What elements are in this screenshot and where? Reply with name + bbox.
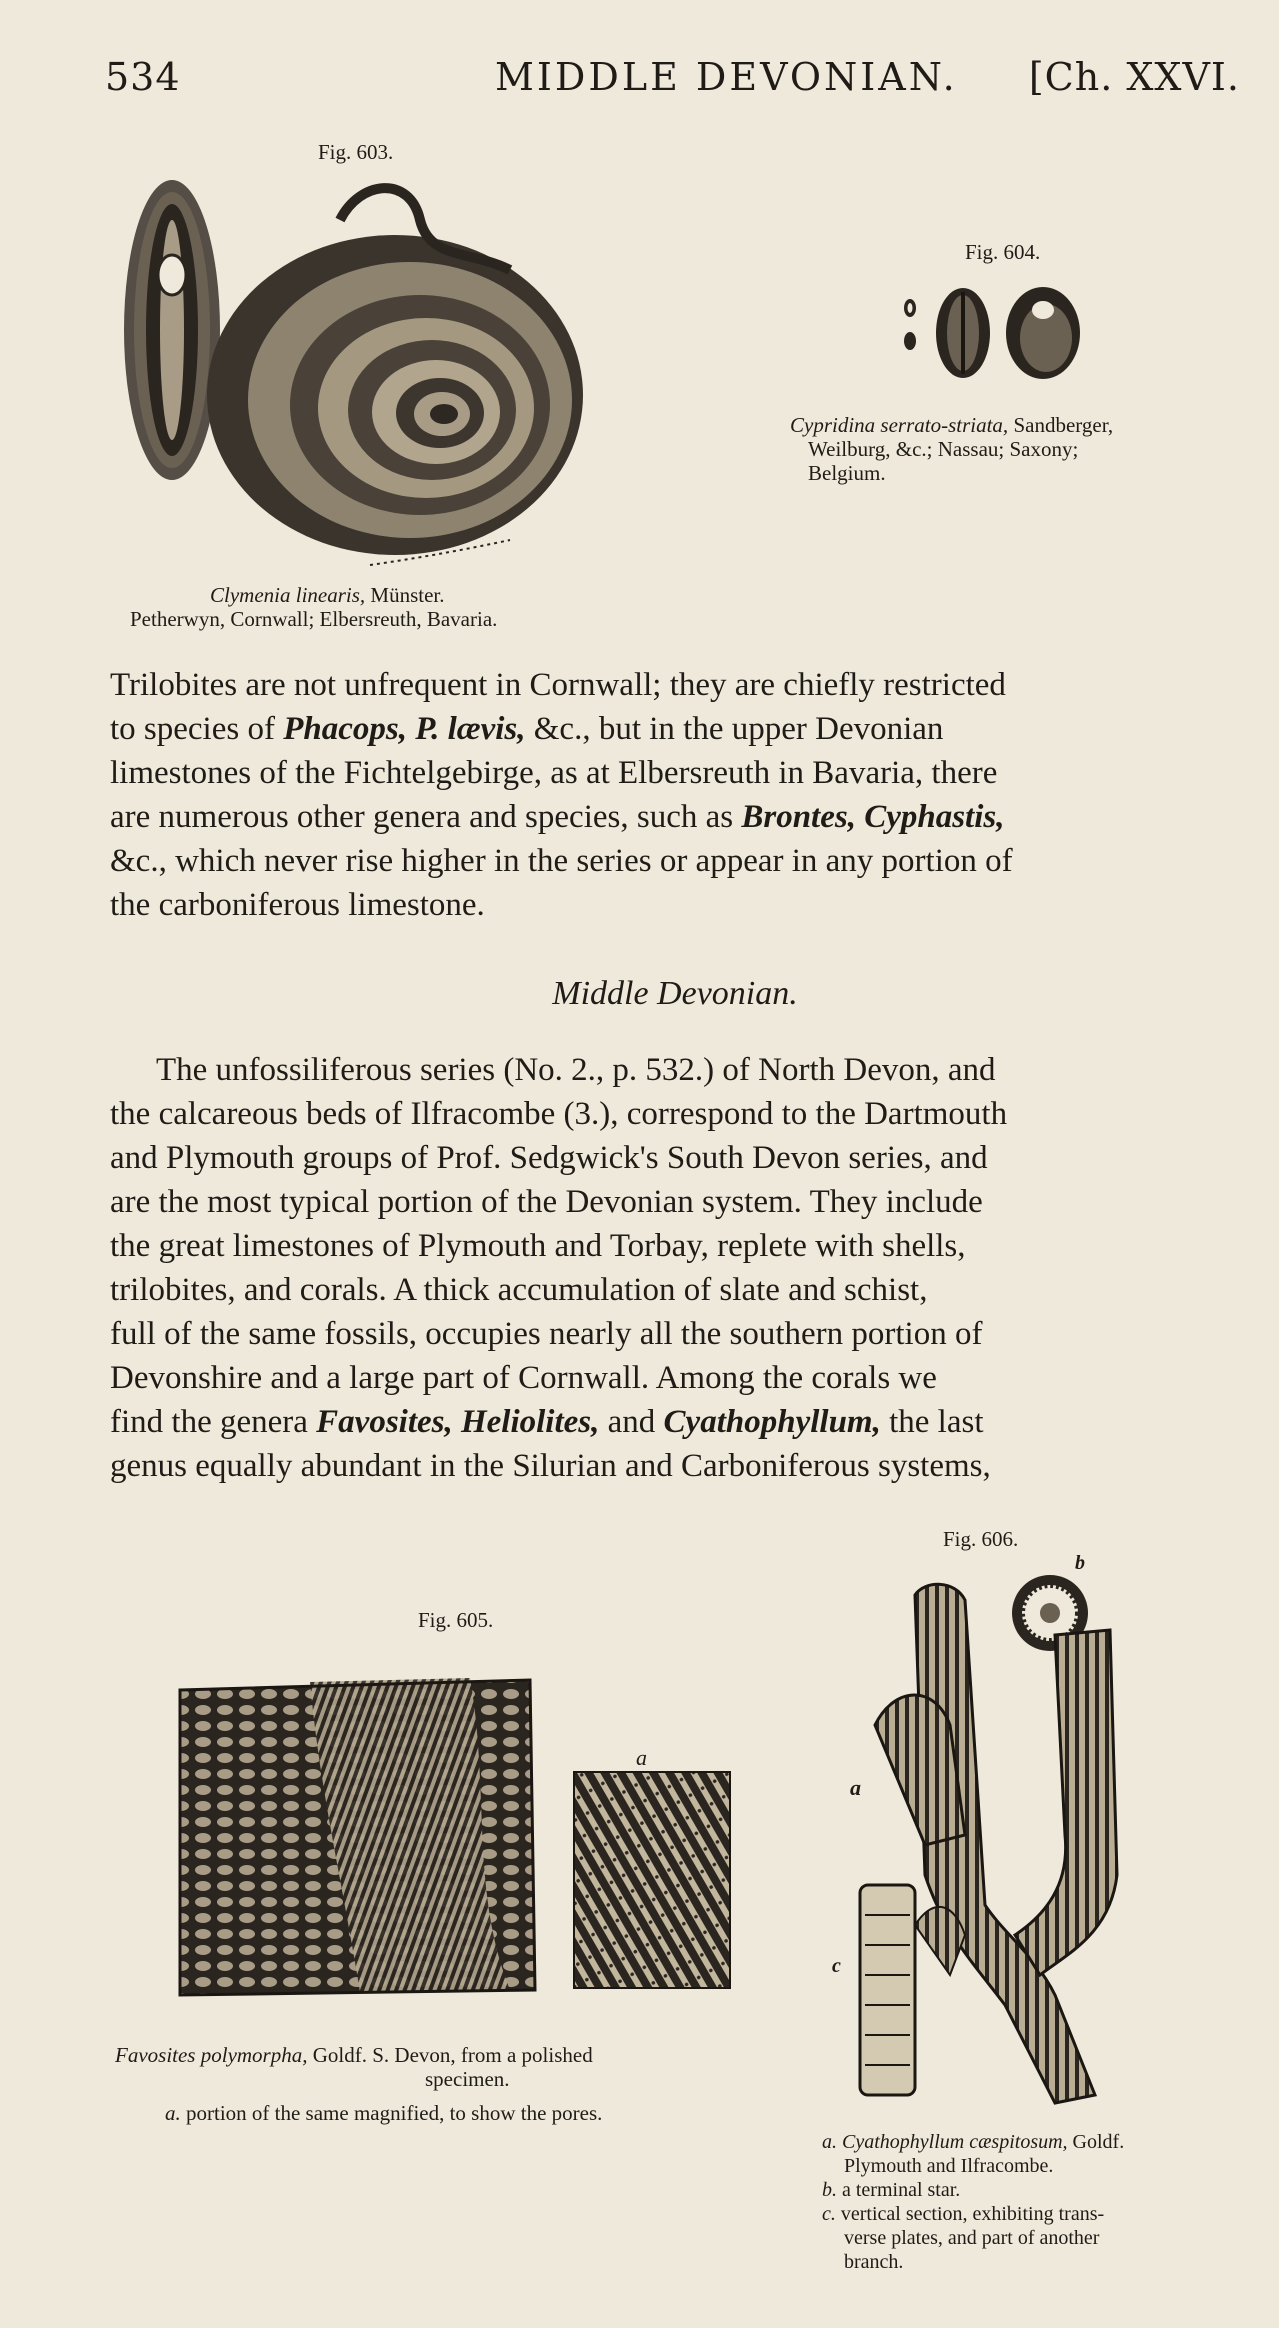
fig604-localities-2: Belgium. <box>808 461 886 485</box>
clymenia-coil-view <box>207 188 583 565</box>
fig604-species: Cypridina serrato-striata, <box>790 413 1009 437</box>
fig606-cap-c-text-3: branch. <box>844 2251 904 2273</box>
section-heading: Middle Devonian. <box>552 975 798 1012</box>
fig606-label: Fig. 606. <box>943 1527 1019 1551</box>
fig604-caption <box>790 413 1240 485</box>
para1-l2-text: to species of <box>110 711 284 747</box>
para1-line-2 <box>110 707 1240 751</box>
para2-l9-text: find the genera <box>110 1404 317 1440</box>
fig604-authority: Sandberger, <box>1008 413 1114 437</box>
fig606-cap-b-text: a terminal star. <box>837 2179 961 2201</box>
page-number: 534 <box>105 55 181 99</box>
para2-l9-genera: Favosites, Heliolites, <box>316 1404 600 1440</box>
para2-line-7: full of the same fossils, occupies nearly all the southern portion of <box>110 1316 983 1352</box>
para1-l4-text: are numerous other genera and species, such as <box>110 799 742 835</box>
para2-l9-genus: Cyathophyllum, <box>663 1404 881 1440</box>
fig605-caption-a-text: portion of the same magnified, to show the pores. <box>180 2101 603 2125</box>
fig603-localities: Petherwyn, Cornwall; Elbersreuth, Bavaria. <box>130 607 498 631</box>
para1-line-6: the carboniferous limestone. <box>110 887 485 923</box>
fig606-cap-c-text-1: vertical section, exhibiting trans- <box>835 2203 1105 2225</box>
fig606-caption <box>822 2130 1242 2274</box>
fig606-cap-a-locality: Plymouth and Ilfracombe. <box>844 2155 1054 2177</box>
paragraph-middle-devonian <box>110 1048 1240 1488</box>
fig606-cap-a-species: Cyathophyllum cæspitosum, <box>837 2131 1068 2153</box>
fig605-caption <box>115 2043 815 2125</box>
fig606-cap-b-letter: b. <box>822 2179 837 2201</box>
fig603-caption <box>130 583 690 631</box>
fig604-localities-1: Weilburg, &c.; Nassau; Saxony; <box>808 437 1079 461</box>
para2-line-8: Devonshire and a large part of Cornwall. Among the corals we <box>110 1360 937 1396</box>
para2-line-4: are the most typical portion of the Devonian system. They include <box>110 1184 983 1220</box>
para2-line-6: trilobites, and corals. A thick accumulation of slate and schist, <box>110 1272 928 1308</box>
para2-line-9 <box>110 1400 1240 1444</box>
para1-line-4 <box>110 795 1240 839</box>
fig606-cap-c-text-2: verse plates, and part of another <box>844 2227 1100 2249</box>
fig606-cyathophyllum-illustration <box>855 1575 1170 2105</box>
fig606-marker-a: a <box>850 1775 861 1800</box>
fig605-caption-specimen: specimen. <box>425 2067 510 2091</box>
fig606-cap-a-authority: Goldf. <box>1067 2131 1125 2153</box>
para1-l4-genera: Brontes, Cyphastis, <box>741 799 1005 835</box>
paragraph-trilobites <box>110 663 1240 927</box>
vertical-section <box>860 1885 965 2095</box>
running-header <box>105 55 1240 105</box>
para2-line-10: genus equally abundant in the Silurian and Carboniferous systems, <box>110 1448 991 1484</box>
fig604-cypridina-illustration <box>898 278 1098 388</box>
fig603-authority: Münster. <box>365 583 445 607</box>
para1-line-5: &c., which never rise higher in the series or appear in any portion of <box>110 843 1013 879</box>
fig603-clymenia-illustration <box>110 180 720 570</box>
fig606-marker-c: c <box>832 1955 841 1977</box>
fig603-species: Clymenia linearis, <box>210 583 366 607</box>
para2-l9-rest: the last <box>880 1404 984 1440</box>
fig606-cap-a-letter: a. <box>822 2131 837 2153</box>
para1-line-3: limestones of the Fichtelgebirge, as at Elbersreuth in Bavaria, there <box>110 755 998 791</box>
para2-line-1: The unfossiliferous series (No. 2., p. 532.) of North Devon, and <box>156 1052 996 1088</box>
fig604-label: Fig. 604. <box>965 240 1041 264</box>
fig605-magnified-portion <box>572 1770 732 1990</box>
para2-line-3: and Plymouth groups of Prof. Sedgwick's South Devon series, and <box>110 1140 988 1176</box>
para2-line-5: the great limestones of Plymouth and Torbay, replete with shells, <box>110 1228 966 1264</box>
fig606-marker-b: b <box>1075 1552 1085 1574</box>
fig603-label: Fig. 603. <box>318 140 394 164</box>
para1-line-1: Trilobites are not unfrequent in Cornwall; they are chiefly restricted <box>110 667 1006 703</box>
fig606-cap-c-letter: c. <box>822 2203 836 2225</box>
para1-l2-rest: &c., but in the upper Devonian <box>525 711 944 747</box>
para1-l2-genera: Phacops, P. lævis, <box>283 711 526 747</box>
fig605-marker-a: a <box>636 1745 647 1770</box>
clymenia-side-view <box>124 180 220 480</box>
fig605-caption-a-letter: a. <box>165 2101 181 2125</box>
para2-line-2: the calcareous beds of Ilfracombe (3.), correspond to the Dartmouth <box>110 1096 1008 1132</box>
fig605-label: Fig. 605. <box>418 1608 494 1632</box>
para2-l9-and: and <box>599 1404 664 1440</box>
running-title: MIDDLE DEVONIAN. <box>495 55 958 99</box>
chapter-label: [Ch. XXVI. <box>1028 55 1240 99</box>
fig605-favosites-polished-specimen <box>170 1670 540 2005</box>
fig605-species: Favosites polymorpha, <box>115 2043 308 2067</box>
fig605-caption-rest: Goldf. S. Devon, from a polished <box>307 2043 593 2067</box>
